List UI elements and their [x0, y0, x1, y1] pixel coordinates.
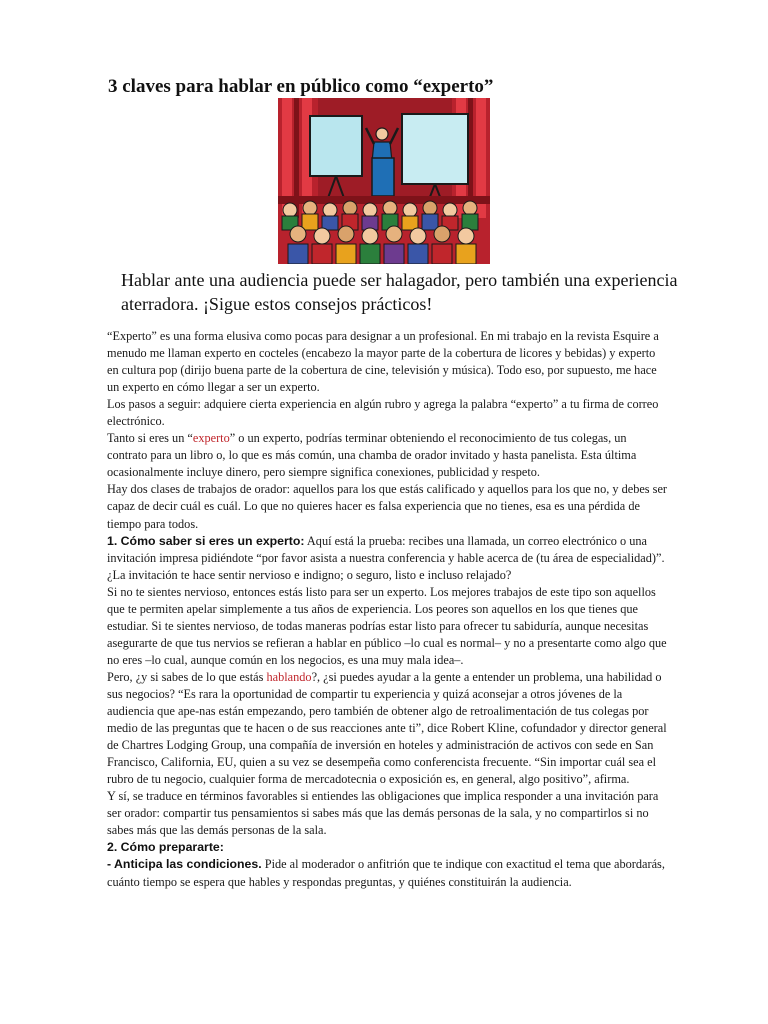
- section-1: [107, 533, 667, 584]
- paragraph-obligations: Y sí, se traduce en términos favorables si entiendes las obligaciones que implica responder a una invitación para ser orador: compartir tus pensamientos si sabes más que las demás personas de la sala, y no compartirlos si no sabes más que las demás personas de la sala.: [107, 789, 659, 838]
- text-segment: ?, ¿si puedes ayudar a la gente a entender un problema, una habilidad o sus negocios? “Es rara la oportunidad de compartir tu experiencia y quizá aconsejar a otros jóvenes de la audiencia que ape-nas están empezando, pero también de obtener algo de retroalimentación de tus colegas por medio de las preguntas que te hacen o de sus reacciones ante ti”, dice Robert Kline, cofundador y director general de Chartres Lodging Group, una compañía de inversión en hoteles y administración de activos con sede en San Francisco, California, EU, quien a su vez se desempeña como conferencista frecuente. “Sin importar cuál sea el rubro de tu negocio, cualquier forma de mercadotecnia o exposición es, en general, algo positivo”, afirma.: [107, 669, 667, 787]
- section-2a-text: Pide al moderador o anfitrión que te indique con exactitud el tema que abordarás, cuánto tiempo se espera que hables y respondas preguntas, y quiénes constituirán la audiencia.: [107, 857, 665, 889]
- paragraph-steps: Los pasos a seguir: adquiere cierta experiencia en algún rubro y agrega la palabra “experto” a tu firma de correo electrónico.: [107, 397, 659, 429]
- section-2a-heading: - Anticipa las condiciones.: [107, 857, 262, 872]
- paragraph-nervous: Si no te sientes nervioso, entonces estás listo para ser un experto. Los mejores trabajos de este tipo son aquellos que te permiten apelar simplemente a tus años de experiencia. Los peores son aquellos en los que tienes que estudiar. Si te sientes nervioso, de todas maneras podrías estar listo para ofrecer tu sabiduría, aunque necesitas asegurarte de que tus nervios se refieran a hablar en público –lo cual es normal– y no a presentarte como algo que no eres –lo cual, aunque común en los negocios, es una muy mala idea–.: [107, 584, 667, 667]
- paragraph-recognition: [107, 430, 667, 481]
- hablando-link[interactable]: hablando: [266, 669, 312, 684]
- paragraph-quote: [107, 669, 667, 788]
- article-title: 3 claves para hablar en público como “experto”: [108, 76, 494, 97]
- speaker-audience-illustration-icon: [278, 98, 490, 264]
- section-2a: [107, 856, 667, 890]
- section-2-heading: 2. Cómo prepararte:: [107, 840, 224, 855]
- section-1-heading: 1. Cómo saber si eres un experto:: [107, 533, 305, 548]
- paragraph-speaker-types: Hay dos clases de trabajos de orador: aquellos para los que estás calificado y aquellos para los que no, y debes ser capaz de decir cuál es cuál. Lo que no quieres hacer es falsa experiencia que no tienes, esa es una pérdida de tiempo para todos.: [107, 482, 668, 531]
- paragraph-intro: “Experto” es una forma elusiva como pocas para designar a un profesional. En mi trabajo en la revista Esquire a menudo me llaman experto en cocteles (encabezo la mayor parte de la cobertura de licores y bebidas) y experto en cultura pop (dirijo buena parte de la cobertura de cine, televisión y música). Todo eso, por supuesto, me hace un experto en cómo llegar a ser un experto.: [107, 329, 659, 395]
- article-subtitle: Hablar ante una audiencia puede ser halagador, pero también una experiencia aterradora. ¡Sigue estos consejos prácticos!: [121, 270, 678, 314]
- experto-link[interactable]: experto: [192, 431, 230, 446]
- text-segment: ” o un experto, podrías terminar obteniendo el reconocimiento de tus colegas, un contrato para un libro o, lo que es más común, una chamba de orador invitado y hasta panelista. Esta última ocasionalmente incluye dinero, pero siempre significa conexiones, publicidad y respeto.: [107, 431, 637, 480]
- article-body: [107, 328, 667, 891]
- text-segment: Tanto si eres un “: [107, 431, 193, 446]
- section-1-text: Aquí está la prueba: recibes una llamada, un correo electrónico o una invitación impresa pidiéndote “por favor asista a nuestra conferencia y hable acerca de (tu área de especialidad)”. ¿La invitación te hace sentir nervioso e indigno; o seguro, listo e incluso relajado?: [107, 533, 665, 582]
- text-segment: Pero, ¿y si sabes de lo que estás: [107, 669, 267, 684]
